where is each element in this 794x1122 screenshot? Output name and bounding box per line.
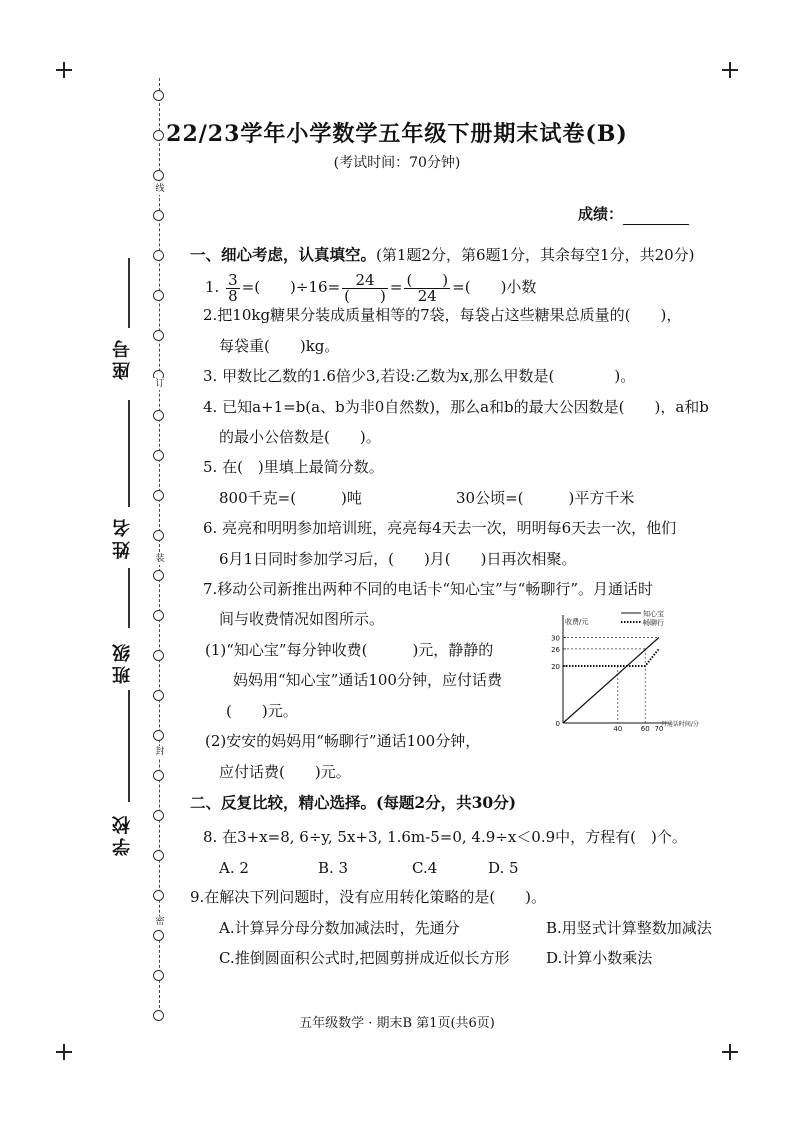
- chart-legend-label: 畅聊行: [643, 619, 664, 627]
- chart-x-axis-label: 月通话时间/分: [660, 721, 699, 728]
- crop-mark-bottom-right: [722, 1044, 738, 1060]
- q2-line2[interactable]: 每袋重( )kg。: [219, 337, 340, 355]
- name-line[interactable]: [128, 455, 130, 507]
- q1-f2-num: 24: [342, 273, 388, 289]
- q5-a[interactable]: 800千克=( )吨: [219, 489, 362, 507]
- q1-eq: =: [389, 278, 403, 296]
- q8-option-b[interactable]: B. 3: [318, 859, 349, 877]
- q3[interactable]: 3. 甲数比乙数的1.6倍少3,若设:乙数为x,那么甲数是( )。: [203, 367, 636, 385]
- q9-option-d[interactable]: D.计算小数乘法: [546, 949, 653, 967]
- question-1: [205, 270, 536, 304]
- binding-hole: [153, 450, 164, 461]
- binding-hole: [153, 330, 164, 341]
- chart-x-tick-label: 60: [640, 725, 650, 732]
- binding-hole: [153, 850, 164, 861]
- q9[interactable]: 9.在解决下列问题时，没有应用转化策略的是( )。: [190, 888, 547, 906]
- binding-hole: [153, 610, 164, 621]
- chart-series-zhixinbao-line: [563, 638, 659, 724]
- seat-number-line[interactable]: [128, 258, 130, 328]
- binding-hole: [153, 410, 164, 421]
- seat-number-label: 座号: [112, 336, 133, 380]
- binding-hole: [153, 210, 164, 221]
- q9-option-c[interactable]: C.推倒圆面积公式时,把圆剪拼成近似长方形: [219, 949, 510, 967]
- binding-hole: [153, 970, 164, 981]
- q7-1-line3[interactable]: ( )元。: [226, 702, 298, 720]
- chart-x-tick-label: 40: [613, 725, 623, 732]
- binding-hole: [153, 490, 164, 501]
- q8-option-a[interactable]: A. 2: [219, 859, 249, 877]
- score-blank[interactable]: [623, 208, 689, 225]
- section1-heading: 一、细心考虑，认真填空。: [190, 245, 377, 264]
- crop-mark-top-right: [722, 62, 738, 78]
- section1-note: (第1题2分，第6题1分，其余每空1分，共20分): [376, 246, 695, 264]
- q7-2-line1: (2)安安的妈妈用“畅聊行”通话100分钟，: [205, 732, 481, 750]
- binding-hole: [153, 290, 164, 301]
- q1-f2-den[interactable]: ( ): [344, 286, 386, 305]
- section1-heading-line: [190, 244, 695, 266]
- side-char-zhuang: 装: [151, 553, 169, 565]
- q7-line1: 7.移动公司新推出两种不同的电话卡“知心宝”与“畅聊行”。月通话时: [203, 580, 653, 598]
- q1-f3-den: 24: [417, 286, 437, 305]
- name-label: 姓名: [112, 515, 133, 559]
- q9-option-b[interactable]: B.用竖式计算整数加减法: [546, 919, 712, 937]
- chart-x-tick-label: 70: [654, 725, 664, 732]
- q1-part2[interactable]: =( )÷16=: [241, 278, 341, 296]
- binding-hole: [153, 730, 164, 741]
- binding-hole: [153, 810, 164, 821]
- page-footer: 五年级数学 · 期末B 第1页(共6页): [299, 1016, 495, 1031]
- chart-y-axis-label: 收费/元: [565, 618, 589, 626]
- phone-fee-chart: [545, 607, 715, 732]
- q1-f1-num: 3: [228, 270, 238, 289]
- chart-y-tick-label: 0: [555, 720, 560, 728]
- q6-line1: 6. 亮亮和明明参加培训班，亮亮每4天去一次，明明每6天去一次，他们: [203, 519, 677, 537]
- q4-line2[interactable]: 的最小公倍数是( )。: [219, 428, 381, 446]
- q5-b[interactable]: 30公顷=( )平方千米: [456, 489, 635, 507]
- chart-y-tick-label: 20: [551, 663, 560, 671]
- chart-y-tick-label: 26: [551, 645, 560, 654]
- crop-mark-top-left: [56, 62, 72, 78]
- q1-prefix: 1.: [205, 278, 220, 296]
- q1-part4[interactable]: =( )小数: [452, 278, 537, 296]
- binding-hole: [153, 570, 164, 581]
- q7-1-line1[interactable]: (1)“知心宝”每分钟收费( )元，静静的: [205, 641, 494, 659]
- binding-hole: [153, 690, 164, 701]
- class-label: 班级: [112, 640, 133, 684]
- binding-hole: [153, 650, 164, 661]
- q1-f1-den: 8: [228, 286, 238, 305]
- q6-line2[interactable]: 6月1日同时参加学习后，( )月( )日再次相聚。: [219, 550, 577, 568]
- q4-line1[interactable]: 4. 已知a+1=b(a、b为非0自然数)，那么a和b的最大公因数是( )，a和b: [203, 398, 709, 416]
- exam-subtitle: (考试时间：70分钟): [333, 155, 461, 171]
- q8-option-c[interactable]: C.4: [412, 859, 438, 877]
- side-char-ding: 订: [151, 378, 169, 390]
- binding-hole: [153, 90, 164, 101]
- section2-heading: 二、反复比较，精心选择。(每题2分，共30分): [190, 793, 517, 812]
- q7-1-line2: 妈妈用“知心宝”通话100分钟，应付话费: [233, 671, 502, 689]
- binding-hole: [153, 250, 164, 261]
- exam-title: 22/23学年小学数学五年级下册期末试卷(B): [166, 121, 628, 147]
- binding-hole: [153, 770, 164, 781]
- q7-line2: 间与收费情况如图所示。: [219, 610, 385, 628]
- school-label: 学校: [112, 812, 133, 856]
- side-char-mi: 密: [151, 916, 169, 928]
- binding-hole: [153, 890, 164, 901]
- side-char-xian: 线: [151, 183, 169, 195]
- q8[interactable]: 8. 在3+x=8, 6÷y, 5x+3, 1.6m-5=0, 4.9÷x＜0.9中，方程有( )个。: [203, 828, 687, 846]
- q1-fraction-2: [342, 270, 388, 305]
- q5-line1: 5. 在( )里填上最简分数。: [203, 458, 384, 476]
- name-line-2: [128, 568, 130, 628]
- binding-hole: [153, 930, 164, 941]
- crop-mark-bottom-left: [56, 1044, 72, 1060]
- score-field: [578, 203, 689, 225]
- score-label: 成绩：: [578, 205, 624, 223]
- q1-fraction-1: [226, 270, 240, 305]
- binding-hole: [153, 530, 164, 541]
- q9-option-a[interactable]: A.计算异分母分数加减法时，先通分: [219, 919, 460, 937]
- chart-legend-label: 知心宝: [643, 610, 664, 618]
- q7-2-line2[interactable]: 应付话费( )元。: [219, 763, 351, 781]
- side-char-feng: 封: [151, 746, 169, 758]
- class-line-2: [128, 690, 130, 802]
- chart-series-changliaoxing-line: [563, 649, 659, 666]
- q1-f3-num[interactable]: ( ): [406, 270, 449, 289]
- chart-y-tick-label: 30: [551, 634, 560, 643]
- q1-fraction-3: [404, 270, 450, 305]
- q2-line1[interactable]: 2.把10kg糖果分装成质量相等的7袋，每袋占这些糖果总质量的( )，: [203, 306, 682, 324]
- q8-option-d[interactable]: D. 5: [488, 859, 519, 877]
